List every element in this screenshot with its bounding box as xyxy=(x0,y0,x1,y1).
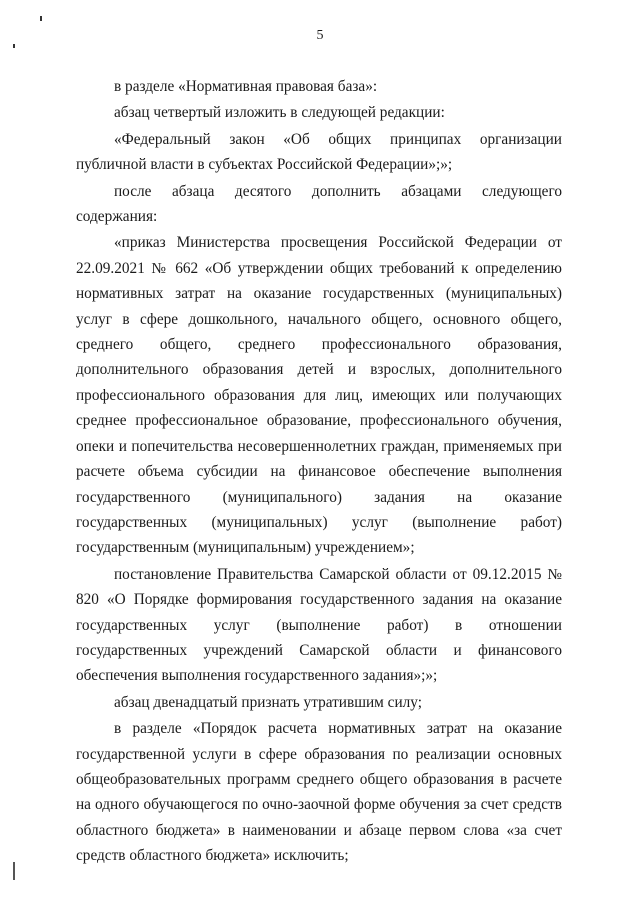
scan-artifact-mark xyxy=(40,16,42,21)
scan-artifact-mark xyxy=(13,44,15,48)
paragraph: «Федеральный закон «Об общих принципах организации публичной власти в субъектах Российской Федерации»;»; xyxy=(76,130,562,174)
paragraph: абзац двенадцатый признать утратившим силу; xyxy=(114,693,422,711)
document-body xyxy=(76,74,562,870)
paragraph: абзац четвертый изложить в следующей редакции: xyxy=(114,104,445,122)
paragraph: в разделе «Порядок расчета нормативных затрат на оказание государственной услуги в сфере образования по реализации основных общеобразовательных программ среднего общего образования в расчете на одного обучающегося по очно-заочной форме обучения за счет средств областного бюджета» в наименовании и абзаце первом слова «за счет средств областного бюджета» исключить; xyxy=(76,720,562,865)
paragraph: в разделе «Нормативная правовая база»: xyxy=(114,78,378,95)
scan-artifact-mark xyxy=(13,862,15,880)
page-number: 5 xyxy=(316,28,324,43)
paragraph: после абзаца десятого дополнить абзацами следующего содержания: xyxy=(76,182,562,226)
paragraph: «приказ Министерства просвещения Российской Федерации от 22.09.2021 № 662 «Об утверждении общих требований к определению нормативных затрат на оказание государственных (муниципальных) услуг в сфере дошкольного, начального общего, основного общего, среднего общего, среднего профессионального образования, дополнительного образования детей и взрослых, дополнительного профессионального образования для лиц, имеющих или получающих среднее профессиональное образование, профессионального обучения, опеки и попечительства несовершеннолетних граждан, применяемых при расчете объема субсидии на финансовое обеспечение выполнения государственного (муниципального) задания на оказание государственных (муниципальных) услуг (выполнение работ) государственным (муниципальным) учреждением»; xyxy=(76,234,562,557)
paragraph: постановление Правительства Самарской области от 09.12.2015 № 820 «О Порядке формирования государственного задания на оказание государственных услуг (выполнение работ) в отношении государственных учреждений Самарской области и финансового обеспечения выполнения государственного задания»;»; xyxy=(76,565,562,685)
